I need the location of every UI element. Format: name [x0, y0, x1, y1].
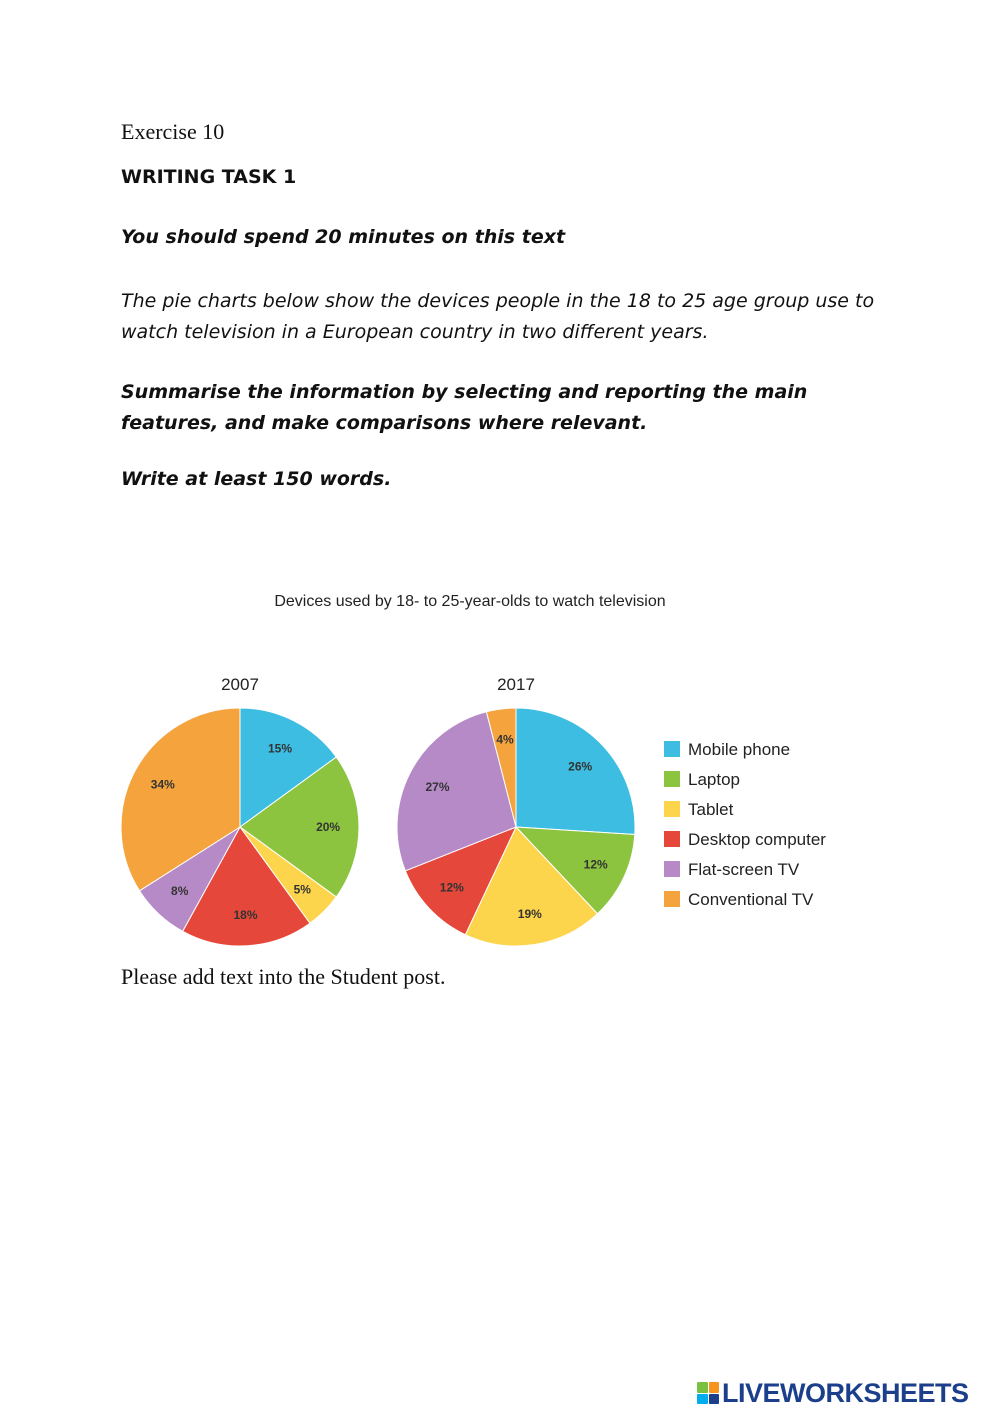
- legend-swatch: [664, 891, 680, 907]
- legend-label: Laptop: [688, 770, 740, 789]
- pie-chart-2007: [121, 675, 359, 946]
- pie-year-label: 2017: [497, 675, 535, 694]
- pie-slice-label: 27%: [425, 780, 450, 794]
- task-heading: WRITING TASK 1: [121, 166, 297, 188]
- footer-note: Please add text into the Student post.: [121, 964, 446, 989]
- pie-slice-label: 26%: [568, 759, 593, 774]
- pie-slice-label: 4%: [496, 732, 514, 747]
- brand-mark-square: [709, 1394, 720, 1405]
- chart-title: Devices used by 18- to 25-year-olds to watch television: [274, 593, 666, 610]
- legend-swatch: [664, 771, 680, 787]
- brand-mark-square: [697, 1394, 708, 1405]
- pie-slice-label: 8%: [171, 884, 189, 899]
- exercise-title: Exercise 10: [121, 119, 225, 144]
- legend-label: Conventional TV: [688, 890, 814, 909]
- task-description: The pie charts below show the devices people in the 18 to 25 age group use to watch television in a European country in two different years.: [121, 290, 875, 343]
- pie-slice-label: 15%: [267, 741, 293, 756]
- brand-mark-square: [709, 1382, 720, 1393]
- legend-swatch: [664, 831, 680, 847]
- legend-item-mobile-phone: [664, 740, 790, 759]
- word-count-instruction: Write at least 150 words.: [121, 468, 392, 490]
- chart-legend: [664, 740, 826, 909]
- legend-label: Tablet: [688, 800, 734, 819]
- liveworksheets-wordmark: LIVEWORKSHEETS: [722, 1377, 969, 1408]
- legend-label: Desktop computer: [688, 830, 826, 849]
- brand-mark-square: [697, 1382, 708, 1393]
- pie-chart-2017: [397, 675, 635, 946]
- liveworksheets-logo[interactable]: [697, 1378, 969, 1408]
- summarise-instruction: Summarise the information by selecting and reporting the main features, and make comparisons where relevant.: [121, 381, 808, 434]
- legend-item-conventional-tv: [664, 890, 814, 909]
- pie-slice-label: 20%: [316, 820, 341, 834]
- legend-label: Flat-screen TV: [688, 860, 800, 879]
- pie-slice-label: 18%: [233, 907, 258, 922]
- pie-slice-label: 34%: [150, 777, 175, 792]
- liveworksheets-mark-icon: [697, 1382, 719, 1404]
- legend-swatch: [664, 861, 680, 877]
- legend-item-flat-screen-tv: [664, 860, 800, 879]
- legend-swatch: [664, 801, 680, 817]
- pie-year-label: 2007: [221, 675, 259, 694]
- time-instruction: You should spend 20 minutes on this text: [121, 226, 566, 248]
- pie-slice-label: 19%: [517, 907, 542, 921]
- legend-item-laptop: [664, 770, 740, 789]
- pie-slice-label: 5%: [293, 882, 311, 897]
- legend-label: Mobile phone: [688, 740, 791, 759]
- legend-item-tablet: [664, 800, 734, 819]
- legend-swatch: [664, 741, 680, 757]
- pie-slice-label: 12%: [583, 857, 608, 872]
- pie-slice-label: 12%: [439, 880, 464, 895]
- legend-item-desktop-computer: [664, 830, 826, 849]
